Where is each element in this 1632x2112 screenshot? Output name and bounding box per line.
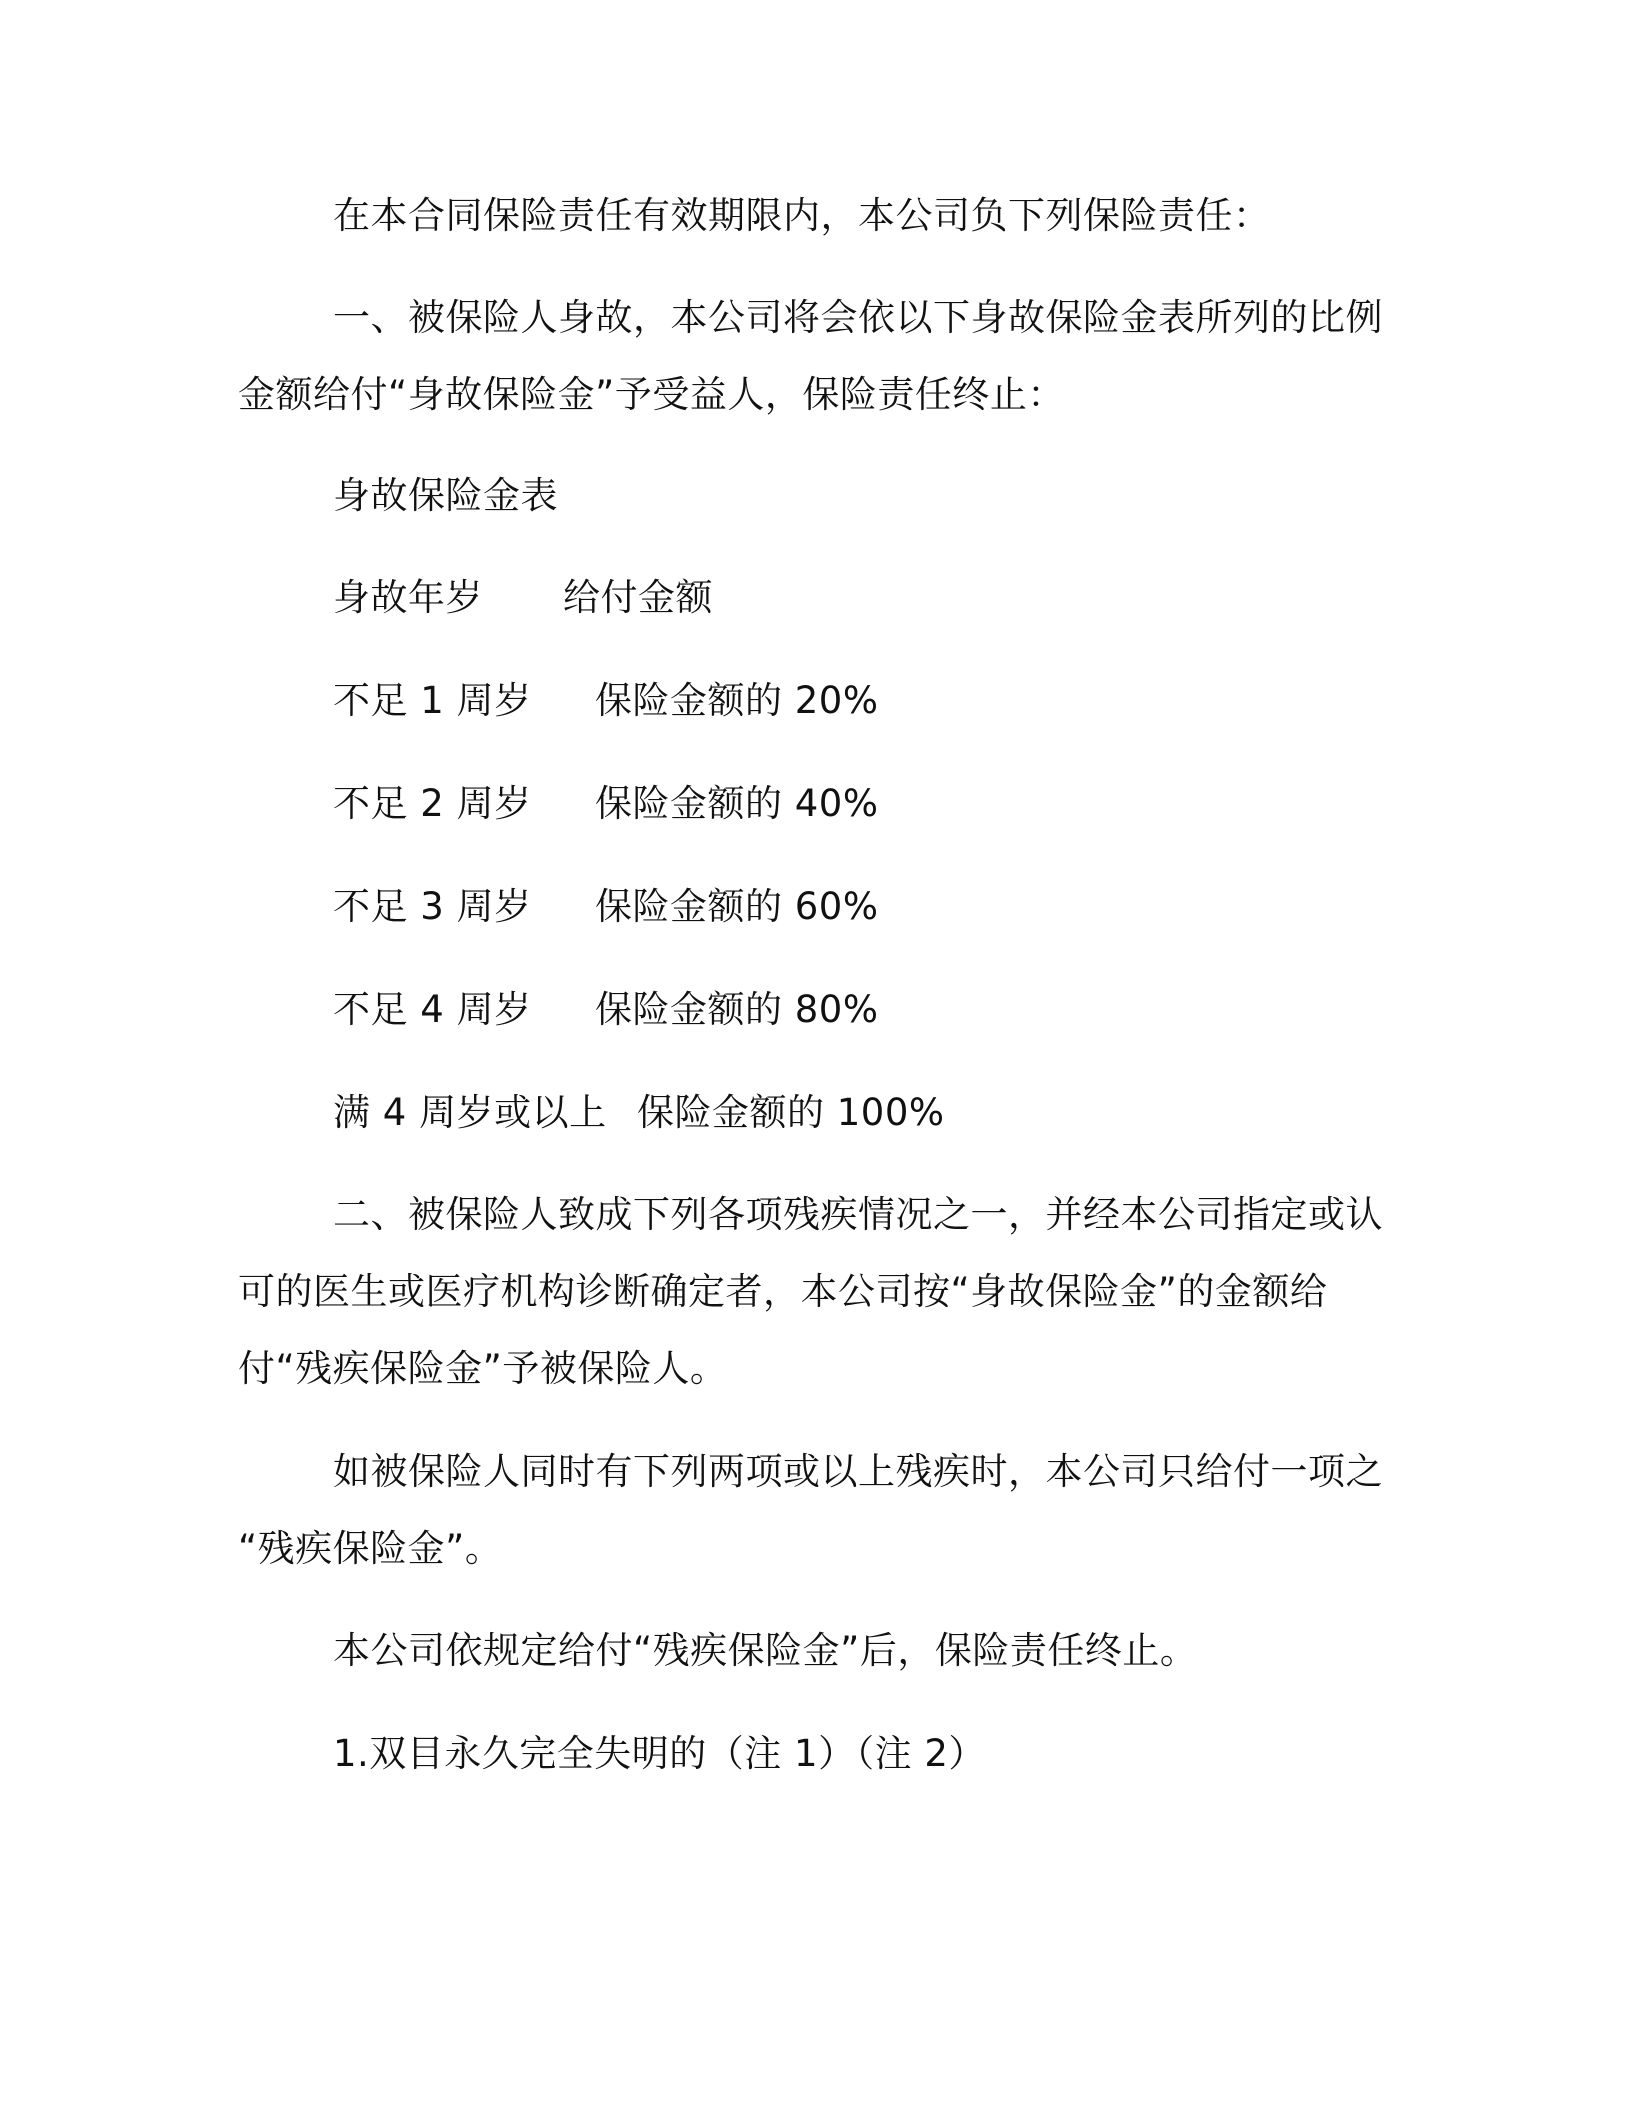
clause-2-line-1: 二、被保险人致成下列各项残疾情况之一，并经本公司指定或认 <box>333 1193 1383 1236</box>
item-1: 1.双目永久完全失明的（注 1）（注 2） <box>333 1732 986 1775</box>
table-row <box>333 883 933 931</box>
table-row <box>333 986 933 1034</box>
row-amount: 保险金额的 100% <box>637 1091 945 1134</box>
row-age: 不足 1 周岁 <box>333 679 532 722</box>
death-table-header <box>333 574 833 622</box>
table-row <box>333 1089 983 1137</box>
row-age: 不足 2 周岁 <box>333 782 532 825</box>
row-amount: 保险金额的 80% <box>595 988 879 1031</box>
intro-paragraph: 在本合同保险责任有效期限内，本公司负下列保险责任： <box>333 194 1271 237</box>
multi-disability-line-2: “残疾保险金”。 <box>238 1527 503 1570</box>
row-amount: 保险金额的 60% <box>595 885 879 928</box>
multi-disability-line-1: 如被保险人同时有下列两项或以上残疾时，本公司只给付一项之 <box>333 1450 1383 1493</box>
clause-2-line-3: 付“残疾保险金”予被保险人。 <box>238 1347 728 1390</box>
clause-1-line-2: 金额给付“身故保险金”予受益人，保险责任终止： <box>238 373 1065 416</box>
row-age: 满 4 周岁或以上 <box>333 1091 607 1134</box>
death-table-title: 身故保险金表 <box>333 474 558 517</box>
clause-2-line-2: 可的医生或医疗机构诊断确定者，本公司按“身故保险金”的金额给 <box>238 1270 1328 1313</box>
row-age: 不足 4 周岁 <box>333 988 532 1031</box>
termination-paragraph: 本公司依规定给付“残疾保险金”后，保险责任终止。 <box>333 1629 1198 1672</box>
table-row <box>333 677 933 725</box>
table-row <box>333 780 933 828</box>
header-amount: 给付金额 <box>563 576 713 619</box>
row-amount: 保险金额的 40% <box>595 782 879 825</box>
clause-1-line-1: 一、被保险人身故，本公司将会依以下身故保险金表所列的比例 <box>333 296 1383 339</box>
row-amount: 保险金额的 20% <box>595 679 879 722</box>
row-age: 不足 3 周岁 <box>333 885 532 928</box>
header-age: 身故年岁 <box>333 576 483 619</box>
